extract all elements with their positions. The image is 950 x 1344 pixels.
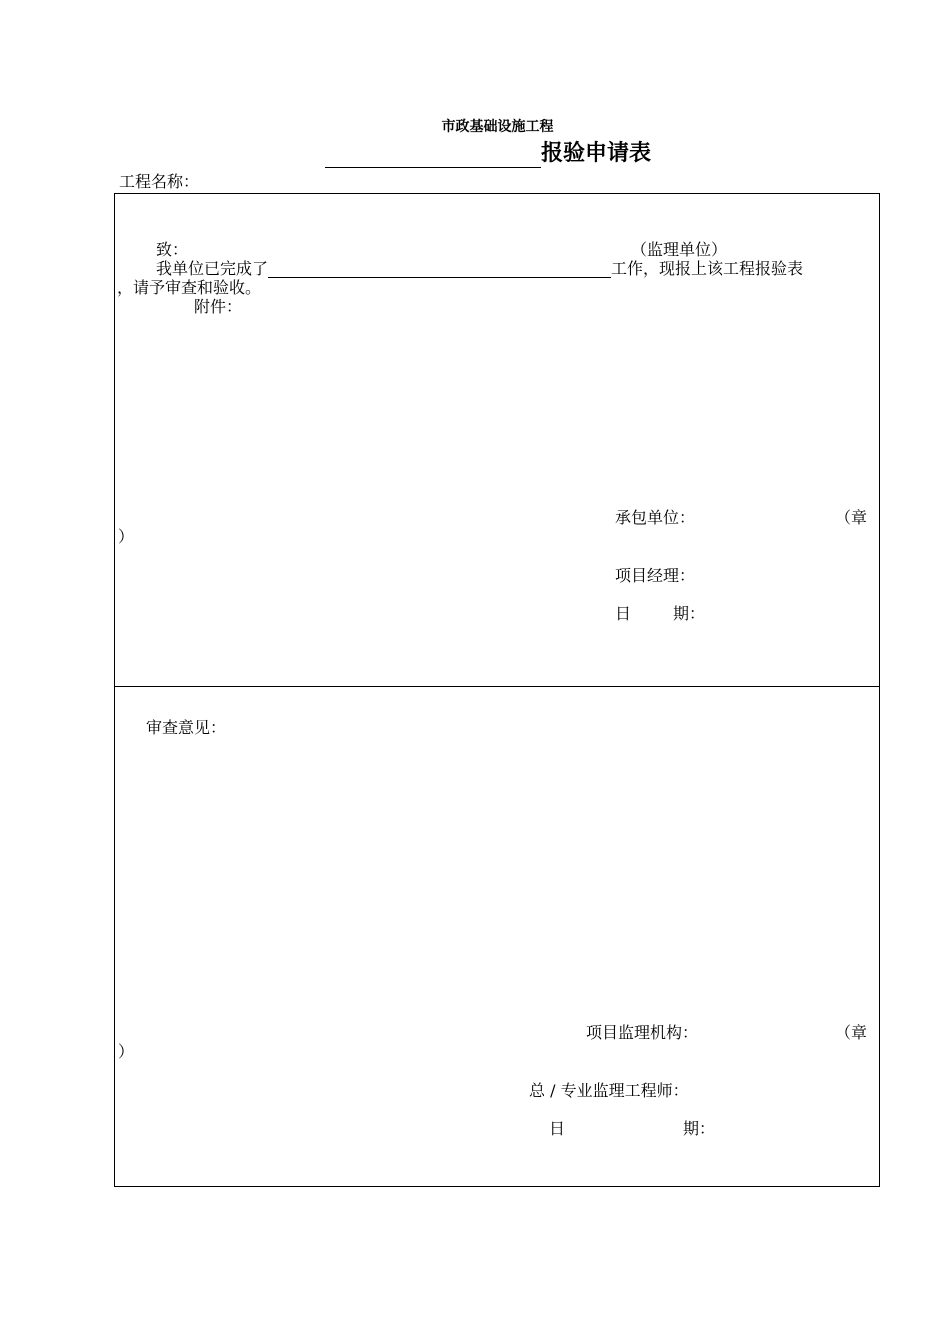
completion-suffix: 工作，现报上该工程报验表	[611, 259, 804, 278]
form-title-row	[325, 138, 651, 168]
attachment-label: 附件：	[194, 297, 243, 316]
contractor-seal-close: ）	[118, 527, 135, 546]
supervision-seal-open: （章	[835, 1023, 868, 1042]
form-title: 报验申请表	[541, 141, 652, 166]
to-label: 致：	[156, 240, 189, 259]
completion-statement	[156, 259, 803, 278]
supervising-engineer-label: 总 / 专业监理工程师：	[529, 1081, 689, 1100]
supervision-seal-close: ）	[118, 1042, 135, 1061]
review-opinion-label: 审查意见：	[146, 718, 227, 737]
project-manager-label: 项目经理：	[615, 566, 696, 585]
form-category-title: 市政基础设施工程	[441, 119, 554, 135]
project-name-label: 工程名称：	[119, 172, 200, 191]
review-request-text: ，请予审查和验收。	[117, 278, 262, 297]
review-section	[114, 686, 880, 1187]
completed-work-field[interactable]	[268, 260, 611, 278]
supervisor-unit-label: （监理单位）	[631, 240, 728, 259]
review-date-label-left: 日	[549, 1119, 566, 1138]
review-date-label-right: 期：	[683, 1119, 716, 1138]
application-date-label-right: 期：	[673, 604, 706, 623]
completion-prefix: 我单位已完成了	[156, 259, 269, 278]
contractor-label: 承包单位：	[615, 508, 696, 527]
supervision-org-label: 项目监理机构：	[586, 1023, 699, 1042]
title-prefix-blank-field[interactable]	[325, 141, 541, 168]
contractor-seal-open: （章	[835, 508, 868, 527]
application-date-label-left: 日	[615, 604, 632, 623]
